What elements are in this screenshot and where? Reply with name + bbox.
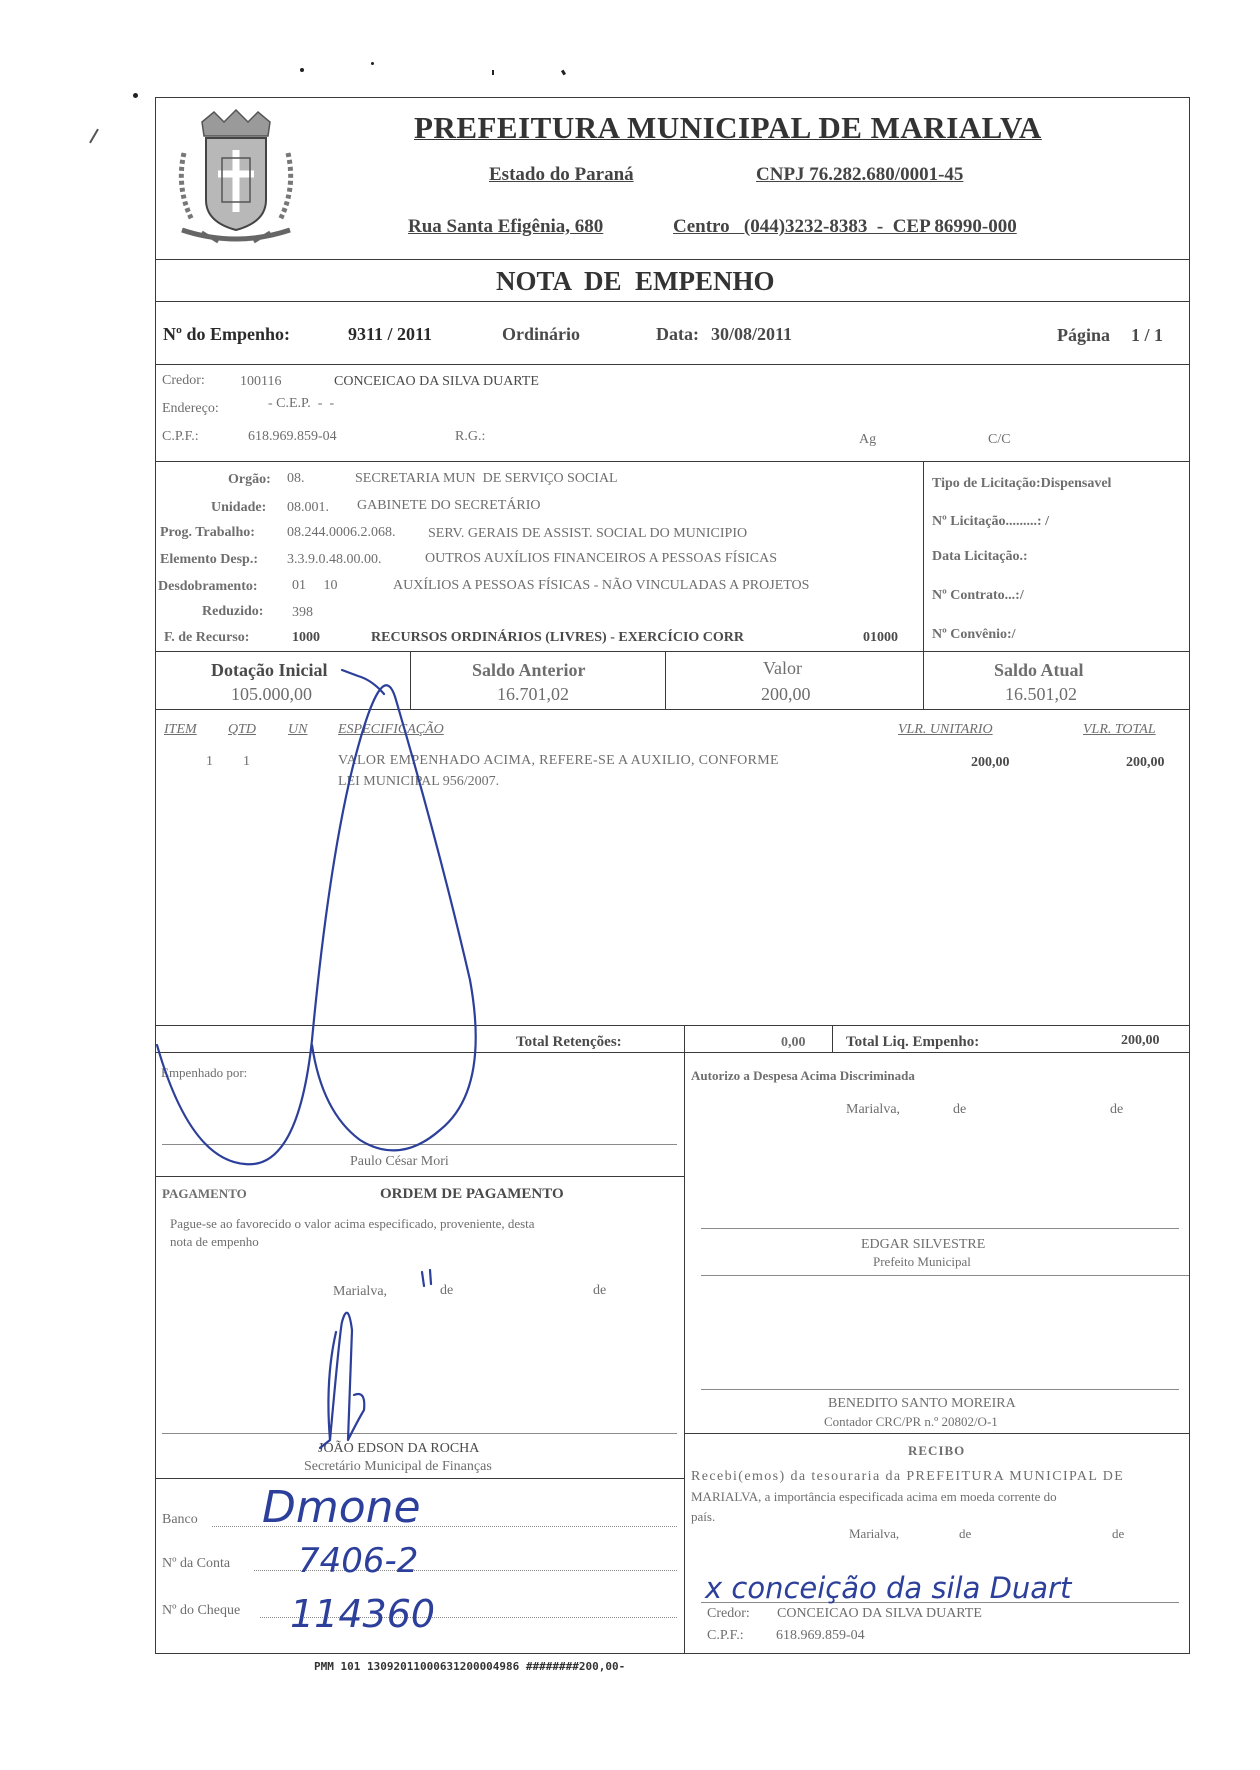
reduzido-label: Reduzido: [202, 604, 264, 619]
address-contact: Centro (044)3232-8383 - CEP 86990-000 [673, 216, 1017, 237]
nota-de-empenho-form [155, 97, 1190, 1654]
prog-trabalho-name: SERV. GERAIS DE ASSIST. SOCIAL DO MUNICIPIO [428, 526, 748, 541]
desdobramento-label: Desdobramento: [158, 579, 258, 594]
item-number: 1 [206, 754, 213, 769]
scan-speck [133, 93, 138, 98]
recibo-credor-name: CONCEICAO DA SILVA DUARTE [777, 1606, 982, 1621]
pague-se-line2: nota de empenho [170, 1234, 259, 1249]
saldo-atual-value: 16.501,02 [1005, 684, 1077, 704]
page-number: 1 / 1 [1131, 325, 1164, 345]
rg-label: R.G.: [455, 429, 486, 444]
pague-se-line1: Pague-se ao favorecido o valor acima especificado, proveniente, desta [170, 1216, 535, 1231]
dotacao-label: Dotação Inicial [211, 660, 328, 680]
empenhado-por-name: Paulo César Mori [350, 1154, 449, 1169]
contador-title: Contador CRC/PR n.º 20802/O-1 [824, 1414, 998, 1429]
autorizo-city: Marialva, [846, 1102, 901, 1117]
data-licitacao: Data Licitação.: [932, 549, 1028, 564]
empenho-number-label: Nº do Empenho: [163, 324, 290, 344]
prefeito-name: EDGAR SILVESTRE [861, 1237, 986, 1252]
saldo-anterior-value: 16.701,02 [497, 684, 569, 704]
recurso-name: RECURSOS ORDINÁRIOS (LIVRES) - EXERCÍCIO CORR [371, 630, 744, 645]
liquido-value: 200,00 [1121, 1033, 1160, 1048]
desdobramento-name: AUXÍLIOS A PESSOAS FÍSICAS - NÃO VINCULADAS A PROJETOS [393, 578, 810, 593]
pagamento-de-2: de [593, 1283, 607, 1298]
document-title: NOTA DE EMPENHO [496, 266, 775, 296]
recurso-sub: 01000 [863, 630, 898, 645]
recurso-code: 1000 [292, 630, 320, 645]
recibo-line3: país. [691, 1509, 716, 1524]
saldo-anterior-label: Saldo Anterior [472, 660, 586, 680]
item-spec-line2: LEI MUNICIPAL 956/2007. [338, 774, 500, 789]
col-header-qtd: QTD [228, 722, 257, 737]
endereco-label: Endereço: [162, 401, 219, 416]
credor-name: CONCEICAO DA SILVA DUARTE [334, 374, 539, 389]
footer-code-line: PMM 101 13092011000631200004986 ########200,00- [314, 1660, 626, 1673]
recurso-label: F. de Recurso: [164, 630, 250, 645]
banco-handwriting: Dmone [262, 1482, 421, 1533]
empenhado-por-label: Empenhado por: [161, 1065, 248, 1080]
cnpj: CNPJ 76.282.680/0001-45 [756, 164, 964, 185]
scan-speck [492, 70, 494, 75]
credor-code: 100116 [240, 374, 282, 389]
autorizo-label: Autorizo a Despesa Acima Discriminada [691, 1068, 915, 1083]
retencoes-value: 0,00 [781, 1035, 806, 1050]
coat-of-arms-logo [162, 108, 310, 248]
valor-value: 200,00 [761, 684, 811, 704]
orgao-name: SECRETARIA MUN DE SERVIÇO SOCIAL [355, 471, 618, 486]
cheque-label: Nº do Cheque [162, 1603, 241, 1618]
recibo-cpf-value: 618.969.859-04 [776, 1628, 865, 1643]
scan-speck [371, 62, 374, 65]
recibo-line2: MARIALVA, a importância especificada acima em moeda corrente do [691, 1489, 1057, 1504]
address-street: Rua Santa Efigênia, 680 [408, 216, 604, 237]
unidade-code: 08.001. [287, 500, 329, 515]
contador-name: BENEDITO SANTO MOREIRA [828, 1396, 1016, 1411]
pagamento-city: Marialva, [333, 1284, 388, 1299]
item-total-value: 200,00 [1126, 755, 1165, 770]
cpf-label: C.P.F.: [162, 429, 199, 444]
recibo-de-2: de [1112, 1526, 1125, 1541]
recibo-de-1: de [959, 1526, 972, 1541]
municipality-title: PREFEITURA MUNICIPAL DE MARIALVA [414, 110, 1042, 145]
secretario-title: Secretário Municipal de Finanças [304, 1459, 492, 1474]
recibo-label: RECIBO [908, 1443, 966, 1458]
saldo-atual-label: Saldo Atual [994, 660, 1084, 680]
numero-contrato: Nº Contrato...:/ [932, 588, 1024, 603]
unidade-name: GABINETE DO SECRETÁRIO [357, 498, 541, 513]
numero-convenio: Nº Convênio:/ [932, 627, 1016, 642]
col-header-especificacao: ESPECIFICAÇÃO [338, 722, 444, 737]
empenho-type: Ordinário [502, 324, 581, 344]
item-unit-value: 200,00 [971, 755, 1010, 770]
col-header-vlr-unitario: VLR. UNITARIO [898, 722, 993, 737]
cpf-value: 618.969.859-04 [248, 429, 337, 444]
cheque-handwriting: 114360 [290, 1592, 436, 1636]
desdobramento-code: 01 10 [292, 578, 338, 593]
scan-speck [300, 68, 304, 72]
ordem-pagamento-label: ORDEM DE PAGAMENTO [380, 1186, 564, 1202]
empenho-number: 9311 / 2011 [348, 324, 433, 344]
endereco-value: - C.E.P. - - [268, 396, 335, 411]
elemento-name: OUTROS AUXÍLIOS FINANCEIROS A PESSOAS FÍSICAS [425, 551, 778, 566]
liquido-label: Total Liq. Empenho: [846, 1034, 980, 1050]
state-name: Estado do Paraná [489, 164, 634, 185]
col-header-item: ITEM [164, 722, 197, 737]
recibo-credor-label: Credor: [707, 1606, 750, 1621]
col-header-vlr-total: VLR. TOTAL [1083, 722, 1156, 737]
pagamento-label: PAGAMENTO [162, 1186, 247, 1201]
item-qty: 1 [243, 754, 250, 769]
pagamento-de-1: de [440, 1283, 454, 1298]
valor-label: Valor [763, 658, 802, 678]
conta-handwriting: 7406-2 [298, 1541, 419, 1581]
ag-label: Ag [859, 432, 877, 447]
scan-speck [89, 129, 99, 144]
recibo-city: Marialva, [849, 1526, 900, 1541]
tipo-licitacao: Tipo de Licitação:Dispensavel [932, 476, 1112, 491]
recibo-line1: Recebi(emos) da tesouraria da PREFEITURA MUNICIPAL DE [691, 1469, 1125, 1484]
credor-label: Credor: [162, 373, 205, 388]
conta-label: Nº da Conta [162, 1556, 231, 1571]
col-header-un: UN [288, 722, 308, 737]
scan-speck [561, 70, 566, 76]
elemento-code: 3.3.9.0.48.00.00. [287, 552, 382, 567]
elemento-label: Elemento Desp.: [160, 552, 258, 567]
retencoes-label: Total Retenções: [516, 1034, 622, 1050]
prefeito-title: Prefeito Municipal [873, 1254, 971, 1269]
autorizo-de-1: de [953, 1102, 967, 1117]
unidade-label: Unidade: [211, 500, 267, 515]
orgao-code: 08. [287, 471, 305, 486]
prog-trabalho-label: Prog. Trabalho: [160, 525, 255, 540]
orgao-label: Orgão: [228, 472, 271, 487]
autorizo-de-2: de [1110, 1102, 1124, 1117]
date-label: Data: [656, 324, 699, 344]
item-spec-line1: VALOR EMPENHADO ACIMA, REFERE-SE A AUXILIO, CONFORME [338, 753, 779, 768]
prog-trabalho-code: 08.244.0006.2.068. [287, 525, 396, 540]
credor-signature: x conceição da sila Duart [705, 1571, 1072, 1605]
page-label: Página [1057, 325, 1111, 345]
secretario-name: JOÃO EDSON DA ROCHA [318, 1441, 480, 1456]
dotacao-value: 105.000,00 [231, 684, 312, 704]
numero-licitacao: Nº Licitação.........: / [932, 514, 1049, 529]
recibo-cpf-label: C.P.F.: [707, 1628, 744, 1643]
reduzido-value: 398 [292, 605, 313, 620]
banco-label: Banco [162, 1512, 198, 1527]
cc-label: C/C [988, 432, 1011, 447]
empenho-date: 30/08/2011 [711, 324, 793, 344]
